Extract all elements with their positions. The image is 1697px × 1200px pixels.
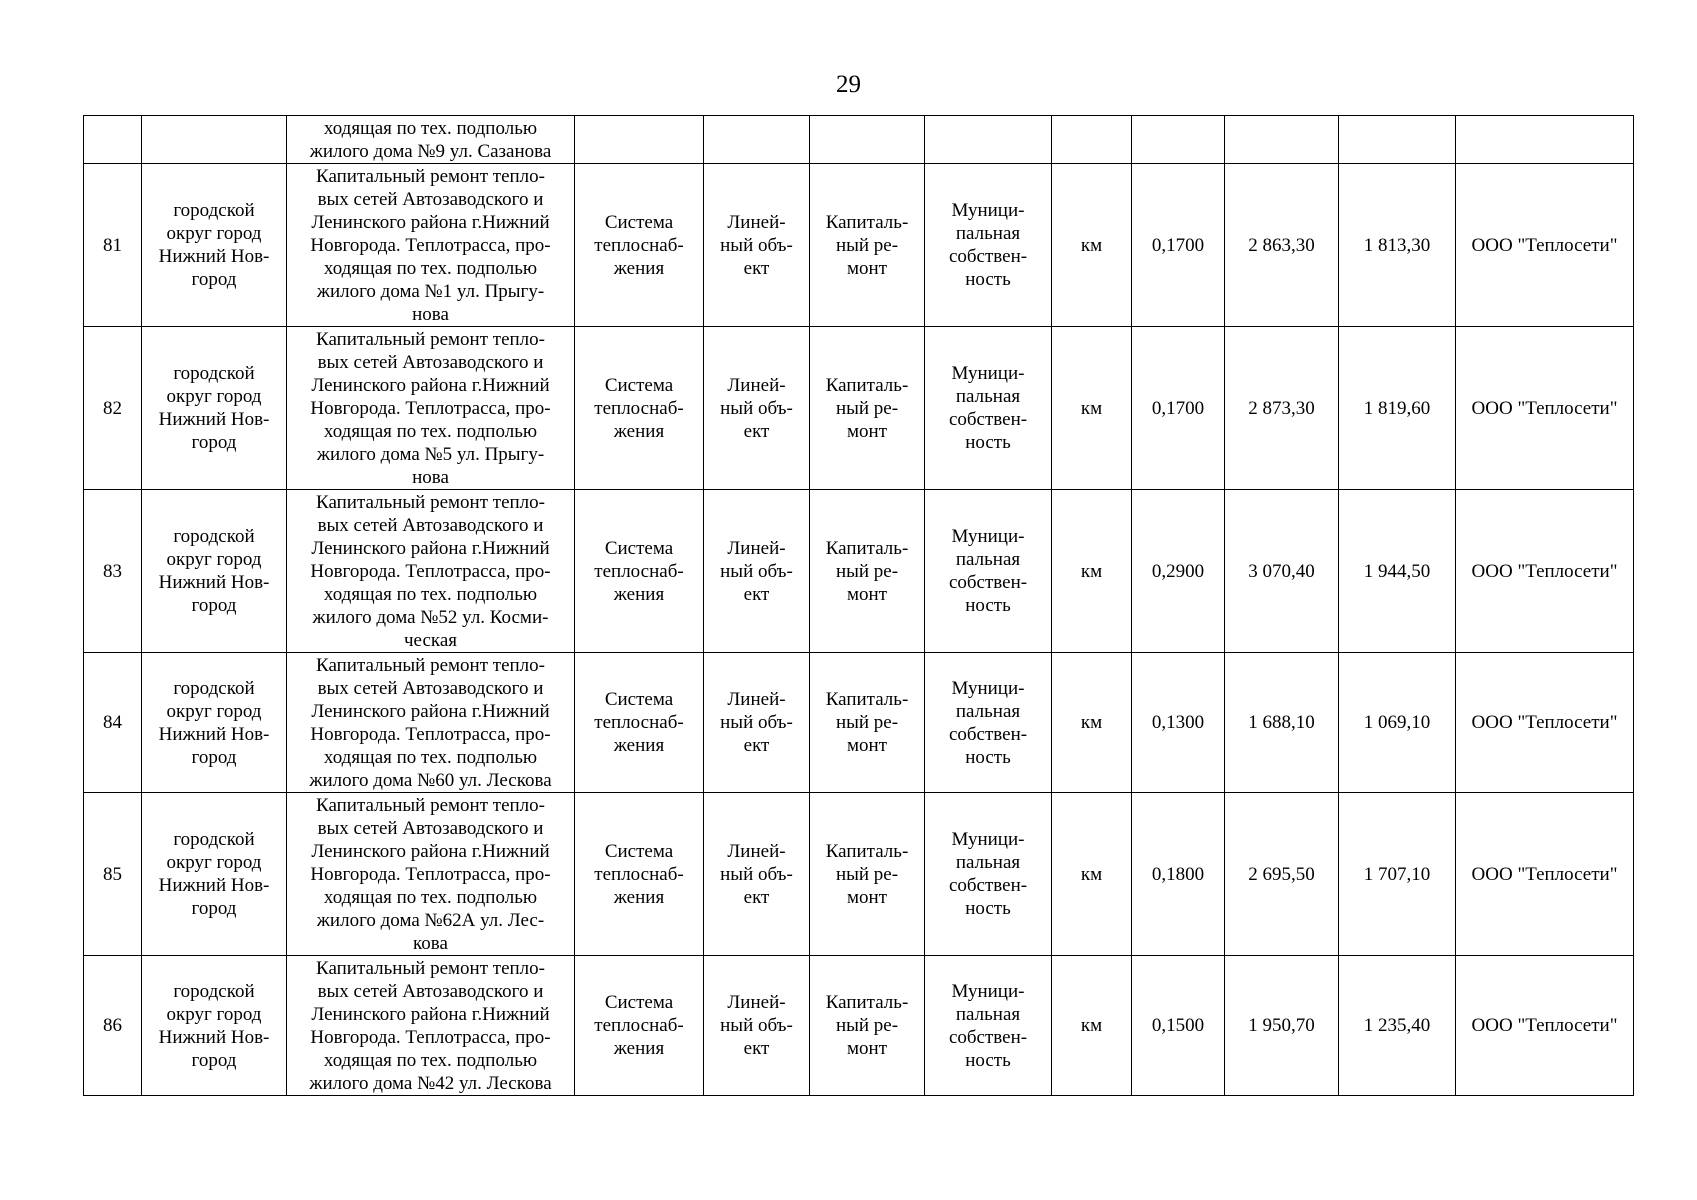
cell-object-type: [704, 164, 810, 327]
cell-organization: ООО "Теплосети": [1456, 164, 1634, 327]
territory-line: город: [191, 269, 237, 290]
ownership-line: пальная: [955, 549, 1021, 570]
object-type-line: ный объ-: [720, 560, 793, 582]
ownership-line: пальная: [955, 223, 1021, 244]
description-line: Новгорода. Теплотрасса, про-: [310, 397, 551, 419]
system-line: теплоснаб-: [594, 863, 684, 885]
work-type-line: Капиталь-: [825, 537, 909, 559]
ownership-line: ность: [965, 1049, 1011, 1071]
cell-work-type: [810, 490, 925, 653]
territory-line: городской: [173, 980, 255, 1002]
cell-organization: ООО "Теплосети": [1456, 956, 1634, 1096]
object-type-line: ект: [743, 420, 770, 442]
object-type-line: Линей-: [727, 840, 786, 862]
territory-line: округ город: [166, 852, 262, 873]
system-line: жения: [613, 735, 665, 756]
system-line: жения: [613, 886, 665, 908]
cell-cost-part: 1 235,40: [1339, 956, 1456, 1096]
cell-description: [287, 116, 575, 164]
page-number: 29: [836, 71, 861, 98]
description-line: жилого дома №52 ул. Косми-: [312, 606, 549, 628]
cell-territory: [142, 116, 287, 164]
table-row: [84, 164, 1634, 327]
cell-system: [575, 116, 704, 164]
system-line: жения: [613, 583, 665, 605]
description-line: вых сетей Автозаводского и: [317, 677, 544, 699]
description-line: Ленинского района г.Нижний: [311, 1003, 550, 1025]
territory-line: Нижний Нов-: [158, 723, 270, 745]
cell-unit: км: [1052, 327, 1132, 490]
cell-length: 0,2900: [1132, 490, 1225, 653]
object-type-line: ный объ-: [720, 712, 793, 733]
cell-object-type: [704, 327, 810, 490]
ownership-line: ность: [965, 595, 1011, 616]
description-line: Капитальный ремонт тепло-: [316, 957, 545, 979]
cell-object-type: [704, 793, 810, 956]
cell-cost-part: 1 707,10: [1339, 793, 1456, 956]
ownership-line: ность: [965, 269, 1011, 290]
description-line: нова: [412, 303, 449, 325]
description-line: Ленинского района г.Нижний: [311, 700, 550, 722]
system-line: Система: [604, 992, 674, 1013]
work-type-line: ный ре-: [835, 712, 899, 733]
cell-number: 86: [84, 956, 142, 1096]
work-type-line: Капиталь-: [825, 840, 909, 862]
description-line: вых сетей Автозаводского и: [317, 514, 544, 536]
work-type-line: Капиталь-: [825, 992, 909, 1013]
description-line: Новгорода. Теплотрасса, про-: [310, 234, 551, 256]
cell-cost-part: 1 819,60: [1339, 327, 1456, 490]
ownership-line: пальная: [955, 386, 1021, 407]
description-line: ходящая по тех. подполью: [323, 886, 538, 908]
ownership-line: собствен-: [948, 875, 1028, 896]
ownership-line: пальная: [955, 852, 1021, 873]
system-line: Система: [604, 689, 674, 710]
description-line: Капитальный ремонт тепло-: [316, 794, 545, 816]
cell-unit: км: [1052, 653, 1132, 793]
ownership-line: Муници-: [951, 526, 1025, 547]
ownership-line: Муници-: [951, 677, 1025, 699]
cell-cost-total: 2 863,30: [1225, 164, 1339, 327]
description-line: Капитальный ремонт тепло-: [316, 654, 545, 676]
object-type-line: ный объ-: [720, 863, 793, 885]
description-line: Новгорода. Теплотрасса, про-: [310, 723, 551, 745]
table-row: [84, 956, 1634, 1096]
description-line: Новгорода. Теплотрасса, про-: [310, 560, 551, 582]
system-line: жения: [613, 420, 665, 442]
cell-cost-part: 1 813,30: [1339, 164, 1456, 327]
ownership-line: Муници-: [951, 200, 1025, 221]
territory-line: округ город: [166, 386, 262, 407]
territory-line: Нижний Нов-: [158, 246, 270, 267]
territory-line: округ город: [166, 223, 262, 244]
description-line: ходящая по тех. подполью: [323, 257, 538, 279]
ownership-line: Муници-: [951, 829, 1025, 850]
work-type-line: Капиталь-: [825, 211, 909, 233]
cell-ownership: [925, 490, 1052, 653]
work-type-line: ный ре-: [835, 1015, 899, 1036]
description-line: жилого дома №60 ул. Лескова: [309, 769, 552, 791]
cell-description: [287, 490, 575, 653]
cell-cost-total: 1 688,10: [1225, 653, 1339, 793]
cell-number: 83: [84, 490, 142, 653]
system-line: жения: [613, 1038, 665, 1059]
cell-unit: км: [1052, 956, 1132, 1096]
object-type-line: Линей-: [727, 689, 786, 710]
ownership-line: Муници-: [951, 980, 1025, 1002]
cell-description: [287, 327, 575, 490]
cell-work-type: [810, 327, 925, 490]
cell-organization: ООО "Теплосети": [1456, 327, 1634, 490]
description-line: ходящая по тех. подполью: [323, 117, 538, 139]
cell-ownership: [925, 956, 1052, 1096]
cell-length: 0,1500: [1132, 956, 1225, 1096]
cell-number: 82: [84, 327, 142, 490]
work-type-line: монт: [847, 1038, 887, 1059]
ownership-line: собствен-: [948, 572, 1028, 593]
cell-work-type: [810, 956, 925, 1096]
cell-cost-part: [1339, 116, 1456, 164]
cell-length: 0,1800: [1132, 793, 1225, 956]
object-type-line: ный объ-: [720, 234, 793, 256]
cell-length: [1132, 116, 1225, 164]
territory-line: город: [191, 898, 237, 919]
ownership-line: пальная: [955, 700, 1021, 722]
cell-number: 84: [84, 653, 142, 793]
ownership-line: ность: [965, 898, 1011, 919]
work-type-line: Капиталь-: [825, 689, 909, 710]
cell-system: [575, 793, 704, 956]
table-row: [84, 327, 1634, 490]
system-line: Система: [604, 537, 674, 559]
description-line: ческая: [403, 629, 457, 651]
system-line: Система: [604, 374, 674, 396]
territory-line: городской: [173, 829, 255, 850]
work-type-line: монт: [847, 583, 887, 605]
territory-line: городской: [173, 363, 255, 384]
cell-number: 85: [84, 793, 142, 956]
object-type-line: Линей-: [727, 211, 786, 233]
work-type-line: монт: [847, 735, 887, 756]
cell-organization: ООО "Теплосети": [1456, 653, 1634, 793]
cell-cost-total: [1225, 116, 1339, 164]
territory-line: городской: [173, 200, 255, 221]
ownership-line: собствен-: [948, 246, 1028, 267]
ownership-line: пальная: [955, 1003, 1021, 1025]
capital-repair-table: [83, 115, 1634, 1096]
cell-organization: [1456, 116, 1634, 164]
territory-line: Нижний Нов-: [158, 875, 270, 896]
object-type-line: Линей-: [727, 537, 786, 559]
ownership-line: Муници-: [951, 363, 1025, 384]
description-line: Ленинского района г.Нижний: [311, 374, 550, 396]
cell-cost-total: 2 873,30: [1225, 327, 1339, 490]
description-line: жилого дома №1 ул. Прыгу-: [316, 280, 545, 302]
work-type-line: монт: [847, 886, 887, 908]
cell-ownership: [925, 793, 1052, 956]
cell-length: 0,1700: [1132, 327, 1225, 490]
cell-object-type: [704, 956, 810, 1096]
territory-line: Нижний Нов-: [158, 409, 270, 430]
cell-description: [287, 793, 575, 956]
object-type-line: ект: [743, 735, 770, 756]
work-type-line: монт: [847, 257, 887, 279]
object-type-line: ект: [743, 583, 770, 605]
cell-object-type: [704, 653, 810, 793]
cell-territory: [142, 653, 287, 793]
description-line: ходящая по тех. подполью: [323, 420, 538, 442]
cell-cost-part: 1 944,50: [1339, 490, 1456, 653]
system-line: Система: [604, 840, 674, 862]
work-type-line: ный ре-: [835, 397, 899, 419]
cell-work-type: [810, 653, 925, 793]
table-body: [84, 116, 1634, 1096]
work-type-line: ный ре-: [835, 863, 899, 885]
description-line: Новгорода. Теплотрасса, про-: [310, 1026, 551, 1048]
cell-work-type: [810, 793, 925, 956]
work-type-line: монт: [847, 420, 887, 442]
cell-length: 0,1300: [1132, 653, 1225, 793]
cell-object-type: [704, 490, 810, 653]
territory-line: округ город: [166, 1003, 262, 1025]
object-type-line: ект: [743, 257, 770, 279]
ownership-line: собствен-: [948, 723, 1028, 745]
territory-line: Нижний Нов-: [158, 572, 270, 593]
object-type-line: ект: [743, 1038, 770, 1059]
work-type-line: ный ре-: [835, 560, 899, 582]
description-line: вых сетей Автозаводского и: [317, 817, 544, 839]
cell-ownership: [925, 327, 1052, 490]
continuation-row: [84, 116, 1634, 164]
cell-ownership: [925, 116, 1052, 164]
cell-cost-total: 1 950,70: [1225, 956, 1339, 1096]
cell-ownership: [925, 653, 1052, 793]
description-line: жилого дома №5 ул. Прыгу-: [316, 443, 545, 465]
cell-system: [575, 490, 704, 653]
table-row: [84, 793, 1634, 956]
territory-line: город: [191, 1049, 237, 1071]
description-line: жилого дома №62А ул. Лес-: [316, 909, 545, 931]
cell-number: 81: [84, 164, 142, 327]
cell-unit: км: [1052, 490, 1132, 653]
cell-unit: [1052, 116, 1132, 164]
description-line: ходящая по тех. подполью: [323, 583, 538, 605]
cell-description: [287, 653, 575, 793]
territory-line: городской: [173, 677, 255, 699]
cell-system: [575, 327, 704, 490]
system-line: теплоснаб-: [594, 560, 684, 582]
description-line: жилого дома №42 ул. Лескова: [309, 1072, 552, 1094]
cell-territory: [142, 490, 287, 653]
system-line: теплоснаб-: [594, 1015, 684, 1036]
system-line: теплоснаб-: [594, 397, 684, 419]
description-line: ходящая по тех. подполью: [323, 746, 538, 768]
description-line: Ленинского района г.Нижний: [311, 211, 550, 233]
system-line: Система: [604, 211, 674, 233]
cell-unit: км: [1052, 793, 1132, 956]
cell-length: 0,1700: [1132, 164, 1225, 327]
cell-territory: [142, 956, 287, 1096]
cell-work-type: [810, 164, 925, 327]
cell-organization: ООО "Теплосети": [1456, 490, 1634, 653]
cell-system: [575, 956, 704, 1096]
cell-unit: км: [1052, 164, 1132, 327]
description-line: Ленинского района г.Нижний: [311, 537, 550, 559]
territory-line: Нижний Нов-: [158, 1026, 270, 1048]
cell-organization: ООО "Теплосети": [1456, 793, 1634, 956]
ownership-line: собствен-: [948, 1026, 1028, 1048]
cell-territory: [142, 164, 287, 327]
description-line: Новгорода. Теплотрасса, про-: [310, 863, 551, 885]
object-type-line: ект: [743, 886, 770, 908]
cell-ownership: [925, 164, 1052, 327]
table-row: [84, 653, 1634, 793]
territory-line: округ город: [166, 549, 262, 570]
cell-description: [287, 956, 575, 1096]
description-line: кова: [413, 932, 448, 954]
description-line: Капитальный ремонт тепло-: [316, 491, 545, 513]
work-type-line: ный ре-: [835, 234, 899, 256]
cell-cost-total: 2 695,50: [1225, 793, 1339, 956]
territory-line: округ город: [166, 700, 262, 722]
object-type-line: Линей-: [727, 374, 786, 396]
territory-line: город: [191, 595, 237, 616]
territory-line: городской: [173, 526, 255, 547]
cell-system: [575, 653, 704, 793]
cell-cost-total: 3 070,40: [1225, 490, 1339, 653]
cell-object-type: [704, 116, 810, 164]
territory-line: город: [191, 432, 237, 453]
ownership-line: ность: [965, 746, 1011, 768]
system-line: жения: [613, 257, 665, 279]
cell-territory: [142, 327, 287, 490]
description-line: ходящая по тех. подполью: [323, 1049, 538, 1071]
description-line: вых сетей Автозаводского и: [317, 351, 544, 373]
description-line: нова: [412, 466, 449, 488]
object-type-line: Линей-: [727, 992, 786, 1013]
cell-system: [575, 164, 704, 327]
description-line: жилого дома №9 ул. Сазанова: [309, 140, 552, 162]
cell-work-type: [810, 116, 925, 164]
cell-number: [84, 116, 142, 164]
description-line: Капитальный ремонт тепло-: [316, 328, 545, 350]
description-line: Ленинского района г.Нижний: [311, 840, 550, 862]
system-line: теплоснаб-: [594, 234, 684, 256]
territory-line: город: [191, 746, 237, 768]
cell-territory: [142, 793, 287, 956]
table-row: [84, 490, 1634, 653]
system-line: теплоснаб-: [594, 712, 684, 733]
description-line: вых сетей Автозаводского и: [317, 980, 544, 1002]
work-type-line: Капиталь-: [825, 374, 909, 396]
cell-description: [287, 164, 575, 327]
ownership-line: собствен-: [948, 409, 1028, 430]
ownership-line: ность: [965, 432, 1011, 453]
object-type-line: ный объ-: [720, 1015, 793, 1036]
description-line: вых сетей Автозаводского и: [317, 188, 544, 210]
description-line: Капитальный ремонт тепло-: [316, 165, 545, 187]
cell-cost-part: 1 069,10: [1339, 653, 1456, 793]
object-type-line: ный объ-: [720, 397, 793, 419]
